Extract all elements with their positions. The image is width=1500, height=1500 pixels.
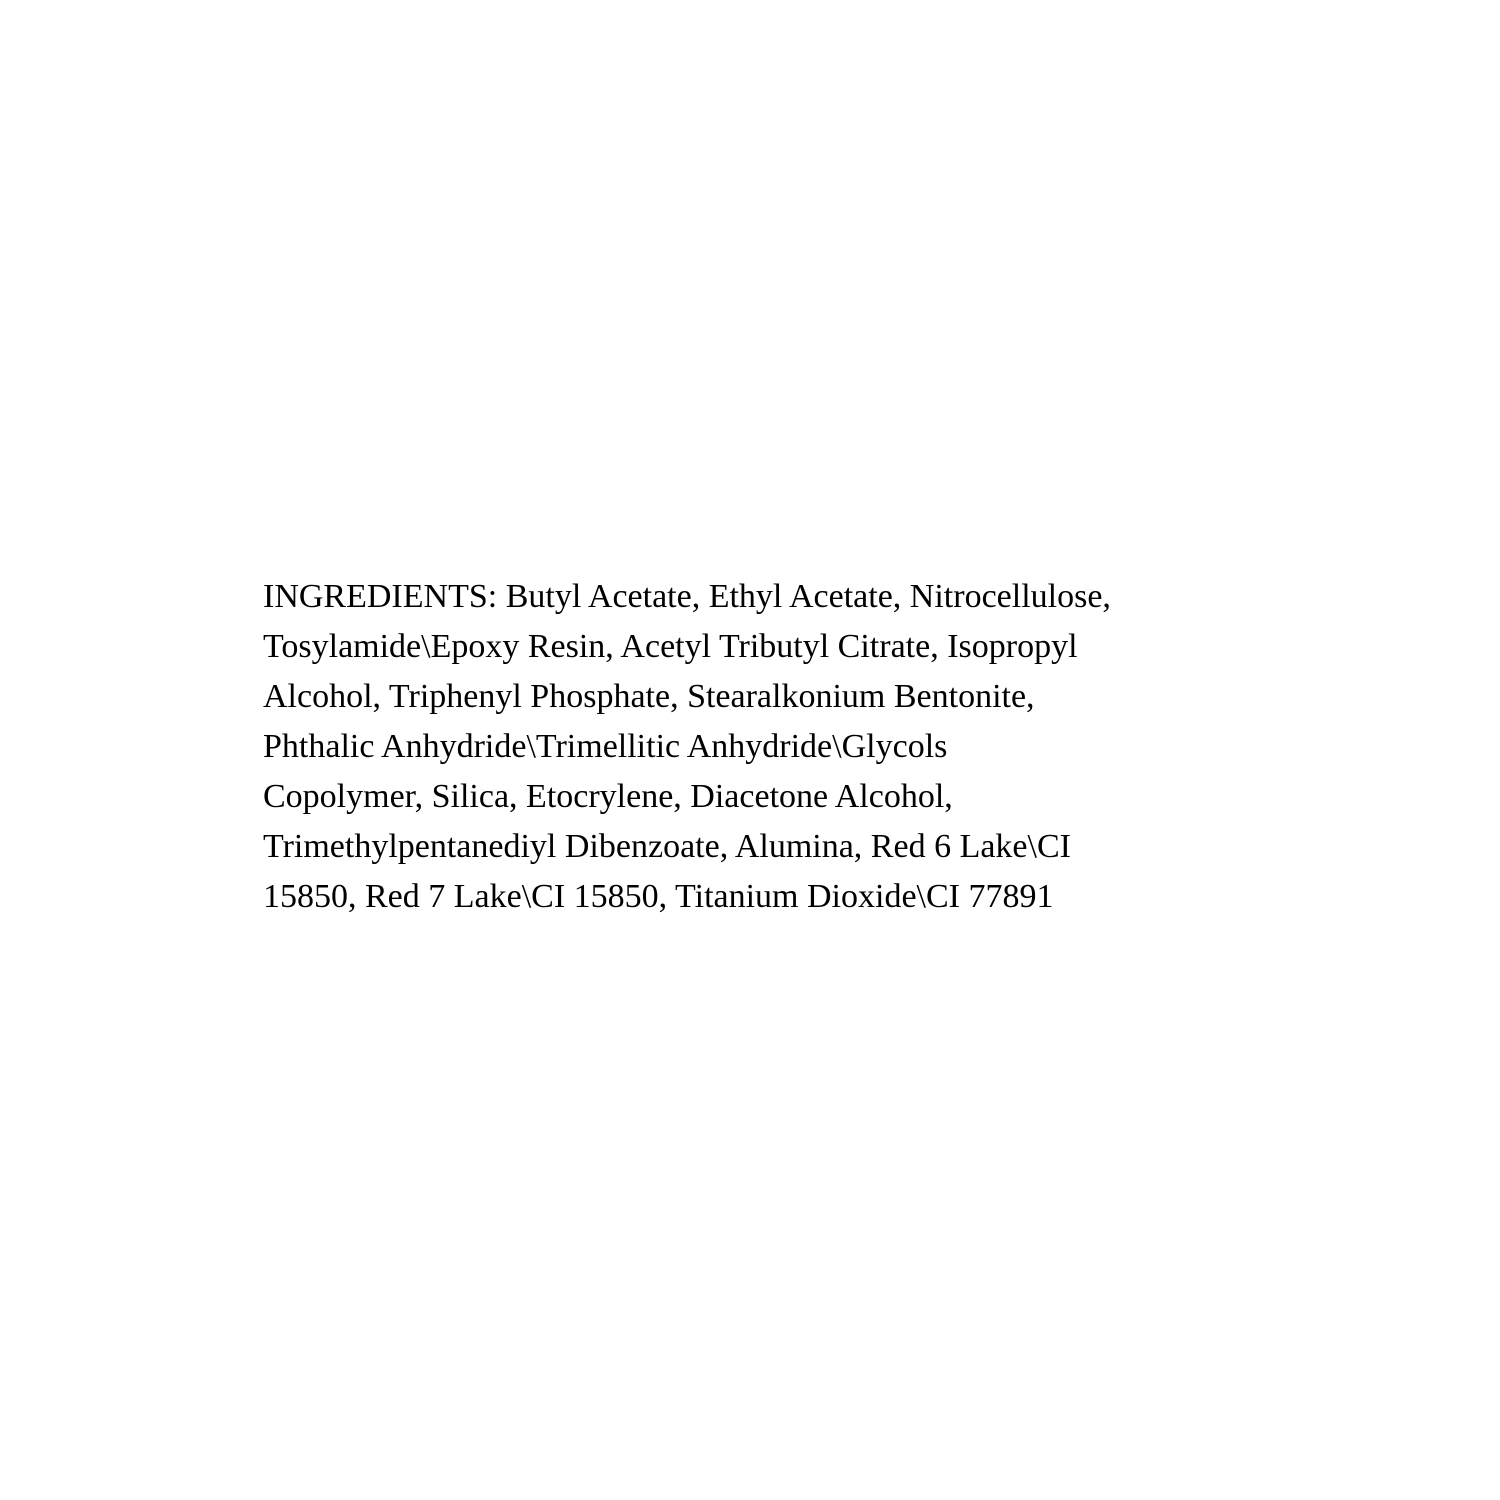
ingredients-line-7: 15850, Red 7 Lake\CI 15850, Titanium Dioxide\CI 77891 bbox=[263, 878, 1054, 915]
ingredients-line-1: INGREDIENTS: Butyl Acetate, Ethyl Acetate, Nitrocellulose, bbox=[263, 578, 1111, 615]
ingredients-line-3: Alcohol, Triphenyl Phosphate, Stearalkonium Bentonite, bbox=[263, 678, 1035, 715]
ingredients-line-5: Copolymer, Silica, Etocrylene, Diacetone Alcohol, bbox=[263, 778, 953, 815]
ingredients-line-4: Phthalic Anhydride\Trimellitic Anhydride\Glycols bbox=[263, 728, 948, 765]
ingredients-line-6: Trimethylpentanediyl Dibenzoate, Alumina, Red 6 Lake\CI bbox=[263, 828, 1071, 865]
ingredients-line-2: Tosylamide\Epoxy Resin, Acetyl Tributyl Citrate, Isopropyl bbox=[263, 628, 1078, 665]
ingredients-paragraph bbox=[263, 572, 1273, 922]
